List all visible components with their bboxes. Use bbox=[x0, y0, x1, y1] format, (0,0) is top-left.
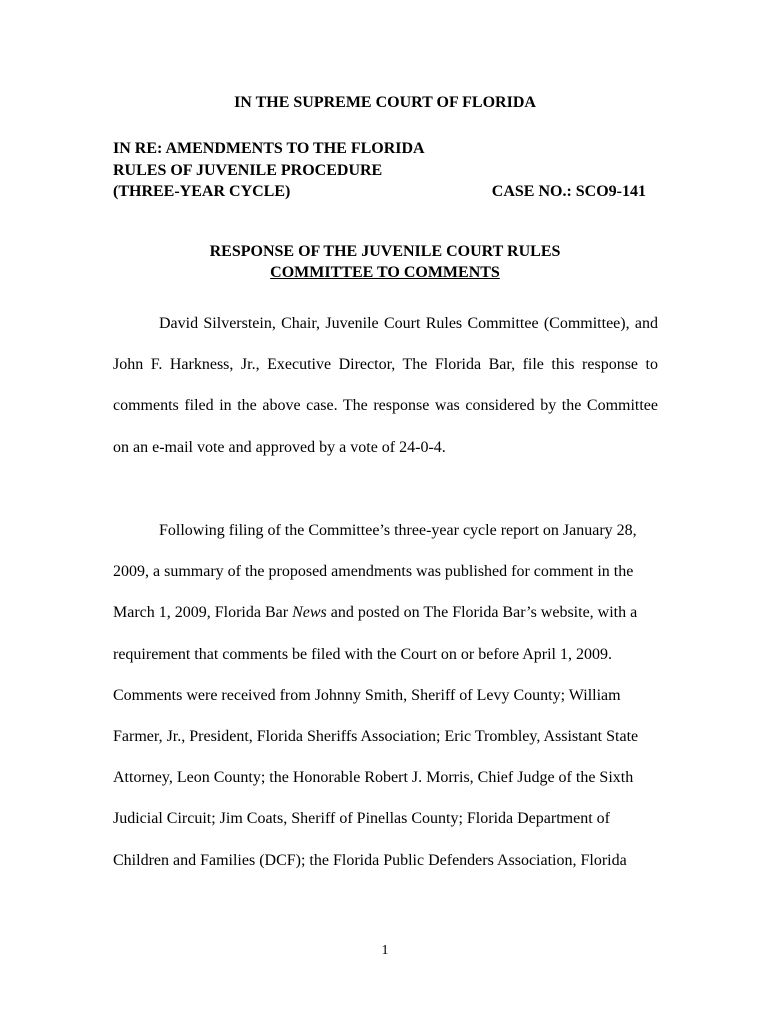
caption-line-3: (THREE-YEAR CYCLE) bbox=[113, 183, 291, 200]
court-heading: IN THE SUPREME COURT OF FLORIDA bbox=[234, 94, 536, 111]
page-number: 1 bbox=[381, 943, 389, 958]
paragraph-2-italic: News bbox=[292, 604, 327, 622]
title-line-1: RESPONSE OF THE JUVENILE COURT RULES bbox=[209, 243, 561, 260]
title-line-2: COMMITTEE TO COMMENTS bbox=[270, 264, 500, 281]
caption-line-3-row bbox=[113, 181, 658, 203]
case-number: CASE NO.: SCO9-141 bbox=[491, 183, 646, 200]
paragraph-1: David Silverstein, Chair, Juvenile Court Rules Committee (Committee), and John F. Harkness, Jr., Executive Director, The Florida Bar, file this response to comments filed in the above case. The response was considered by the Committee on an e-mail vote and approved by a vote of 24-0-4. bbox=[113, 315, 658, 456]
paragraph-2-text-a: Following filing of the Committee’s three-year cycle report on January 28, 2009, a summary of the proposed amendments was published for comment in the March 1, 2009, Florida Bar bbox=[113, 522, 637, 622]
document-title bbox=[0, 241, 770, 283]
caption-line-2: RULES OF JUVENILE PROCEDURE bbox=[113, 161, 383, 179]
caption-line-1: IN RE: AMENDMENTS TO THE FLORIDA bbox=[113, 140, 425, 157]
paragraph-2-text-b: and posted on The Florida Bar’s website, with a requirement that comments be filed with the Court on or before April 1, 2009. Comments were received from Johnny Smith, Sheriff of Levy County; William Farmer, Jr., President, Florida Sheriffs Association; Eric Trombley, Assistant State Attorney, Leon County; the Honorable Robert J. Morris, Chief Judge of the Sixth Judicial Circuit; Jim Coats, Sheriff of Pinellas County; Florida Department of Children and Families (DCF); the Florida Public Defenders Association, Florida bbox=[113, 604, 639, 869]
case-caption bbox=[113, 138, 658, 203]
paragraph-2 bbox=[113, 510, 658, 881]
